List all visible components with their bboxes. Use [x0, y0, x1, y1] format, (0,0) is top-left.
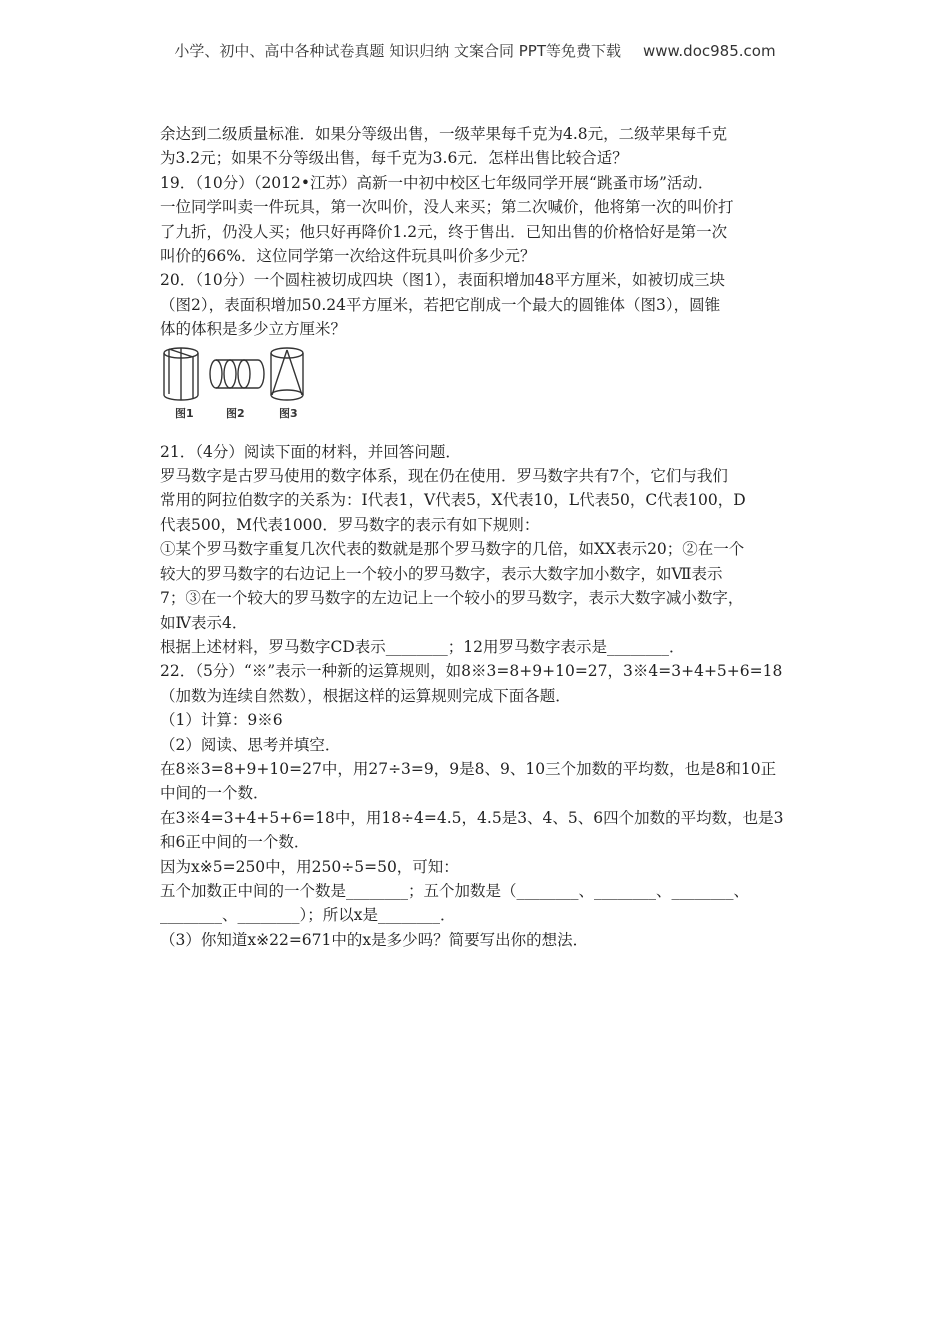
question-22-line: （2）阅读、思考并填空． — [160, 735, 341, 754]
question-19-line: 19．（10分）（2012•江苏）高新一中初中校区七年级同学开展“跳蚤市场”活动． — [160, 173, 714, 192]
question-22-line: 22．（5分）“※”表示一种新的运算规则，如8※3=8+9+10=27，3※4=3+4+5+6=18 — [160, 662, 783, 681]
question-22-line: 在8※3=8+9+10=27中，用27÷3=9，9是8、9、10三个加数的平均数，也是8和10正 — [160, 759, 777, 778]
question-22-line: 中间的一个数． — [160, 784, 269, 803]
question-21-line: 较大的罗马数字的右边记上一个较小的罗马数字，表示大数字加小数字，如Ⅶ表示 — [160, 564, 723, 583]
question-22-line: 因为x※5=250中，用250÷5=50，可知： — [160, 857, 459, 876]
header-left-text: 小学、初中、高中各种试卷真题 知识归纳 文案合同 PPT等免费下载 — [174, 42, 621, 60]
figure-3-caption: 图3 — [279, 406, 298, 420]
question-19-line: 一位同学叫卖一件玩具，第一次叫价，没人来买；第二次喊价，他将第一次的叫价打 — [160, 198, 734, 217]
question-21-line: 罗马数字是古罗马使用的数字体系，现在仍在使用．罗马数字共有7个，它们与我们 — [160, 467, 728, 486]
cylinder-figures — [160, 344, 800, 422]
question-19-line: 了九折，仍没人买；他只好再降价1.2元，终于售出．已知出售的价格恰好是第一次 — [160, 222, 728, 241]
question-22-line: 和6正中间的一个数． — [160, 833, 310, 852]
question-21-line: 7；③在一个较大的罗马数字的左边记上一个较小的罗马数字，表示大数字减小数字， — [160, 589, 744, 608]
figure-1-caption: 图1 — [175, 406, 194, 420]
question-21-line: 21．（4分）阅读下面的材料，并回答问题． — [160, 442, 461, 461]
page-header — [0, 40, 950, 61]
question-22-line: （加数为连续自然数），根据这样的运算规则完成下面各题． — [160, 686, 571, 705]
question-19-line: 叫价的66%．这位同学第一次给这件玩具叫价多少元？ — [160, 247, 536, 266]
text-line: 为3.2元；如果不分等级出售，每千克为3.6元．怎样出售比较合适？ — [160, 149, 628, 168]
question-20-line: （图2），表面积增加50.24平方厘米，若把它削成一个最大的圆锥体（图3），圆锥 — [160, 295, 721, 314]
figure-2-caption: 图2 — [226, 406, 245, 420]
question-22-line: （1）计算：9※6 — [160, 711, 283, 730]
question-22-line: 在3※4=3+4+5+6=18中，用18÷4=4.5，4.5是3、4、5、6四个加数的平均数，也是3 — [160, 808, 784, 827]
question-22-line: （3）你知道x※22=671中的x是多少吗？简要写出你的想法． — [160, 930, 589, 949]
document-body — [160, 122, 800, 952]
question-21-line: 根据上述材料，罗马数字CD表示________；12用罗马数字表示是________． — [160, 637, 685, 656]
question-22-line: 五个加数正中间的一个数是________；五个加数是（________、________、________、 — [160, 881, 750, 900]
question-21-line: ①某个罗马数字重复几次代表的数就是那个罗马数字的几倍，如XX表示20；②在一个 — [160, 540, 745, 559]
question-21-line: 代表500，M代表1000．罗马数字的表示有如下规则： — [160, 515, 540, 534]
question-22-line: ________、________）；所以x是________． — [160, 906, 456, 925]
text-line: 余达到二级质量标准．如果分等级出售，一级苹果每千克为4.8元，二级苹果每千克 — [160, 125, 728, 143]
header-url: www.doc985.com — [642, 42, 776, 60]
question-20-line: 20．（10分）一个圆柱被切成四块（图1），表面积增加48平方厘米，如被切成三块 — [160, 271, 726, 290]
question-21-line: 如Ⅳ表示4． — [160, 613, 248, 632]
question-21-line: 常用的阿拉伯数字的关系为：I代表1，V代表5，X代表10，L代表50，C代表100，D — [160, 491, 746, 510]
question-20-line: 体的体积是多少立方厘米？ — [160, 320, 347, 339]
